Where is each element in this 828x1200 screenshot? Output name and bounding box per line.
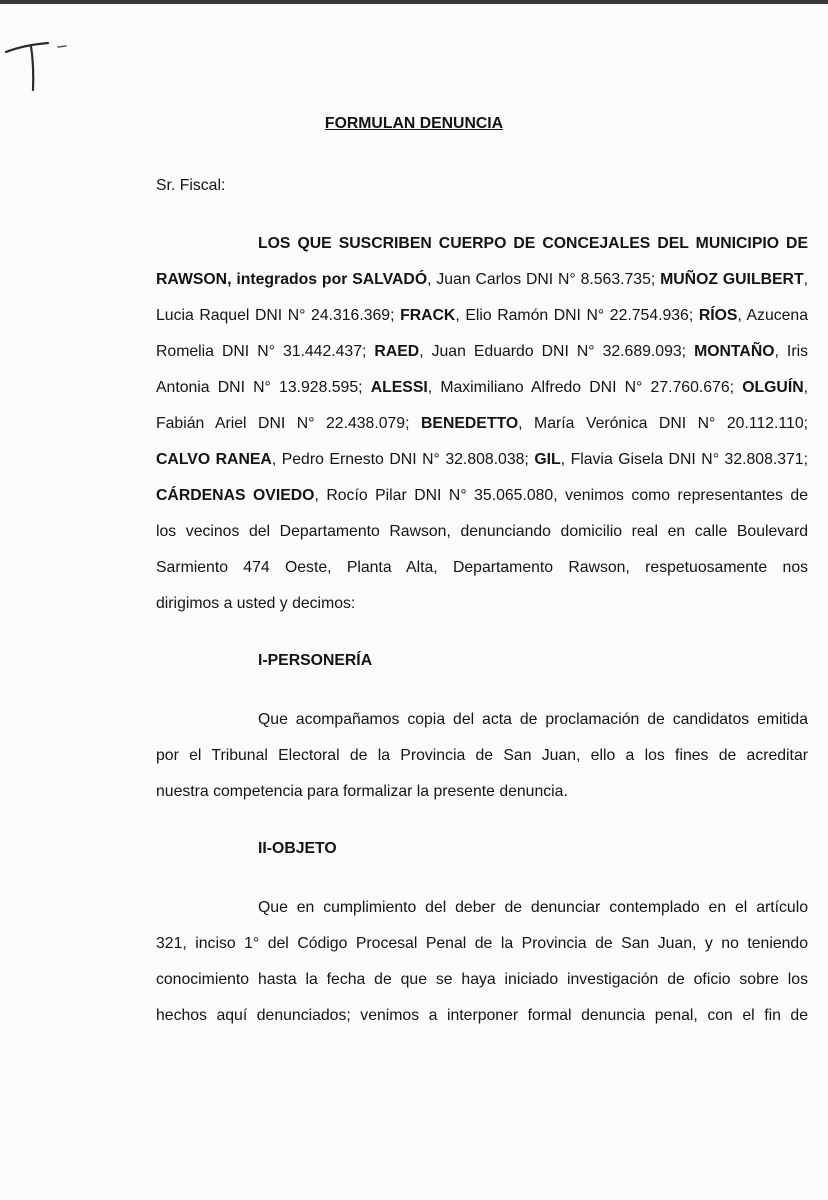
intro-line	[156, 522, 808, 542]
text-segment: , Maximiliano Alfredo DNI N° 27.760.676;	[427, 379, 743, 396]
intro-line	[258, 234, 808, 254]
paragraph-line: por el Tribunal Electoral de la Provincia de San Juan, ello a los fines de acreditar	[156, 747, 808, 764]
paragraph-line: 321, inciso 1° del Código Procesal Penal de la Provincia de San Juan, y no teniendo	[156, 935, 808, 952]
text-segment: Antonia DNI N° 13.928.595;	[156, 379, 371, 396]
bold-name-text: OLGUÍN	[742, 379, 804, 396]
text-segment: , Pedro Ernesto DNI N° 32.808.038;	[271, 451, 535, 468]
intro-line	[156, 342, 808, 362]
text-segment: , Elio Ramón DNI N° 22.754.936;	[455, 307, 699, 324]
text-segment: , Azucena	[737, 307, 808, 324]
text-segment: , Iris	[774, 343, 808, 360]
paragraph-line: Que en cumplimiento del deber de denunciar contemplado en el artículo	[258, 899, 808, 916]
text-segment: , María Verónica DNI N° 20.112.110;	[518, 415, 808, 432]
bold-name-text: CÁRDENAS OVIEDO	[156, 487, 315, 504]
bold-name-text: MUÑOZ GUILBERT	[660, 271, 804, 288]
intro-line	[156, 450, 808, 470]
bold-name-text: LOS QUE SUSCRIBEN CUERPO DE CONCEJALES DEL MUNICIPIO DE	[258, 235, 808, 252]
intro-line	[156, 306, 808, 326]
paragraph-line: Que acompañamos copia del acta de proclamación de candidatos emitida	[258, 711, 808, 728]
intro-line	[156, 558, 808, 578]
bold-name-text: MONTAÑO	[694, 343, 775, 360]
bold-name-text: CALVO RANEA	[156, 451, 272, 468]
text-segment: , Juan Carlos DNI N° 8.563.735;	[427, 271, 661, 288]
paragraph-line: hechos aquí denunciados; venimos a interponer formal denuncia penal, con el fin de	[156, 1007, 808, 1024]
intro-line	[156, 378, 808, 398]
text-segment: , Juan Eduardo DNI N° 32.689.093;	[419, 343, 695, 360]
text-segment: , Rocío Pilar DNI N° 35.065.080, venimos como representantes de	[314, 487, 808, 504]
bold-name-text: RÍOS	[698, 307, 738, 324]
intro-line	[156, 414, 808, 434]
paragraph-line: conocimiento hasta la fecha de que se haya iniciado investigación de oficio sobre los	[156, 971, 808, 988]
bold-name-text: GIL	[534, 451, 561, 468]
text-segment: ,	[803, 271, 808, 288]
bold-name-text: ALESSI	[370, 379, 428, 396]
text-segment: los vecinos del Departamento Rawson, denunciando domicilio real en calle Boulevard	[156, 523, 808, 540]
bold-name-text: BENEDETTO	[421, 415, 519, 432]
text-segment: Sarmiento 474 Oeste, Planta Alta, Departamento Rawson, respetuosamente nos	[156, 559, 808, 576]
bold-name-text: RAWSON, integrados por SALVADÓ	[156, 271, 428, 288]
intro-line	[156, 270, 808, 290]
text-segment: Lucia Raquel DNI N° 24.316.369;	[156, 307, 401, 324]
section-heading-objeto: II-OBJETO	[258, 840, 337, 857]
bold-name-text: FRACK	[400, 307, 456, 324]
bold-name-text: RAED	[374, 343, 420, 360]
paragraph-line-last: nuestra competencia para formalizar la presente denuncia.	[156, 783, 568, 800]
section-heading-personeria: I-PERSONERÍA	[258, 652, 373, 669]
document-title: FORMULAN DENUNCIA	[324, 115, 504, 132]
intro-line-last: dirigimos a usted y decimos:	[156, 595, 356, 612]
text-segment: ,	[803, 379, 808, 396]
salutation: Sr. Fiscal:	[156, 177, 226, 194]
text-segment: Fabián Ariel DNI N° 22.438.079;	[156, 415, 421, 432]
text-segment: , Flavia Gisela DNI N° 32.808.371;	[560, 451, 808, 468]
intro-line	[156, 486, 808, 506]
text-segment: Romelia DNI N° 31.442.437;	[156, 343, 375, 360]
